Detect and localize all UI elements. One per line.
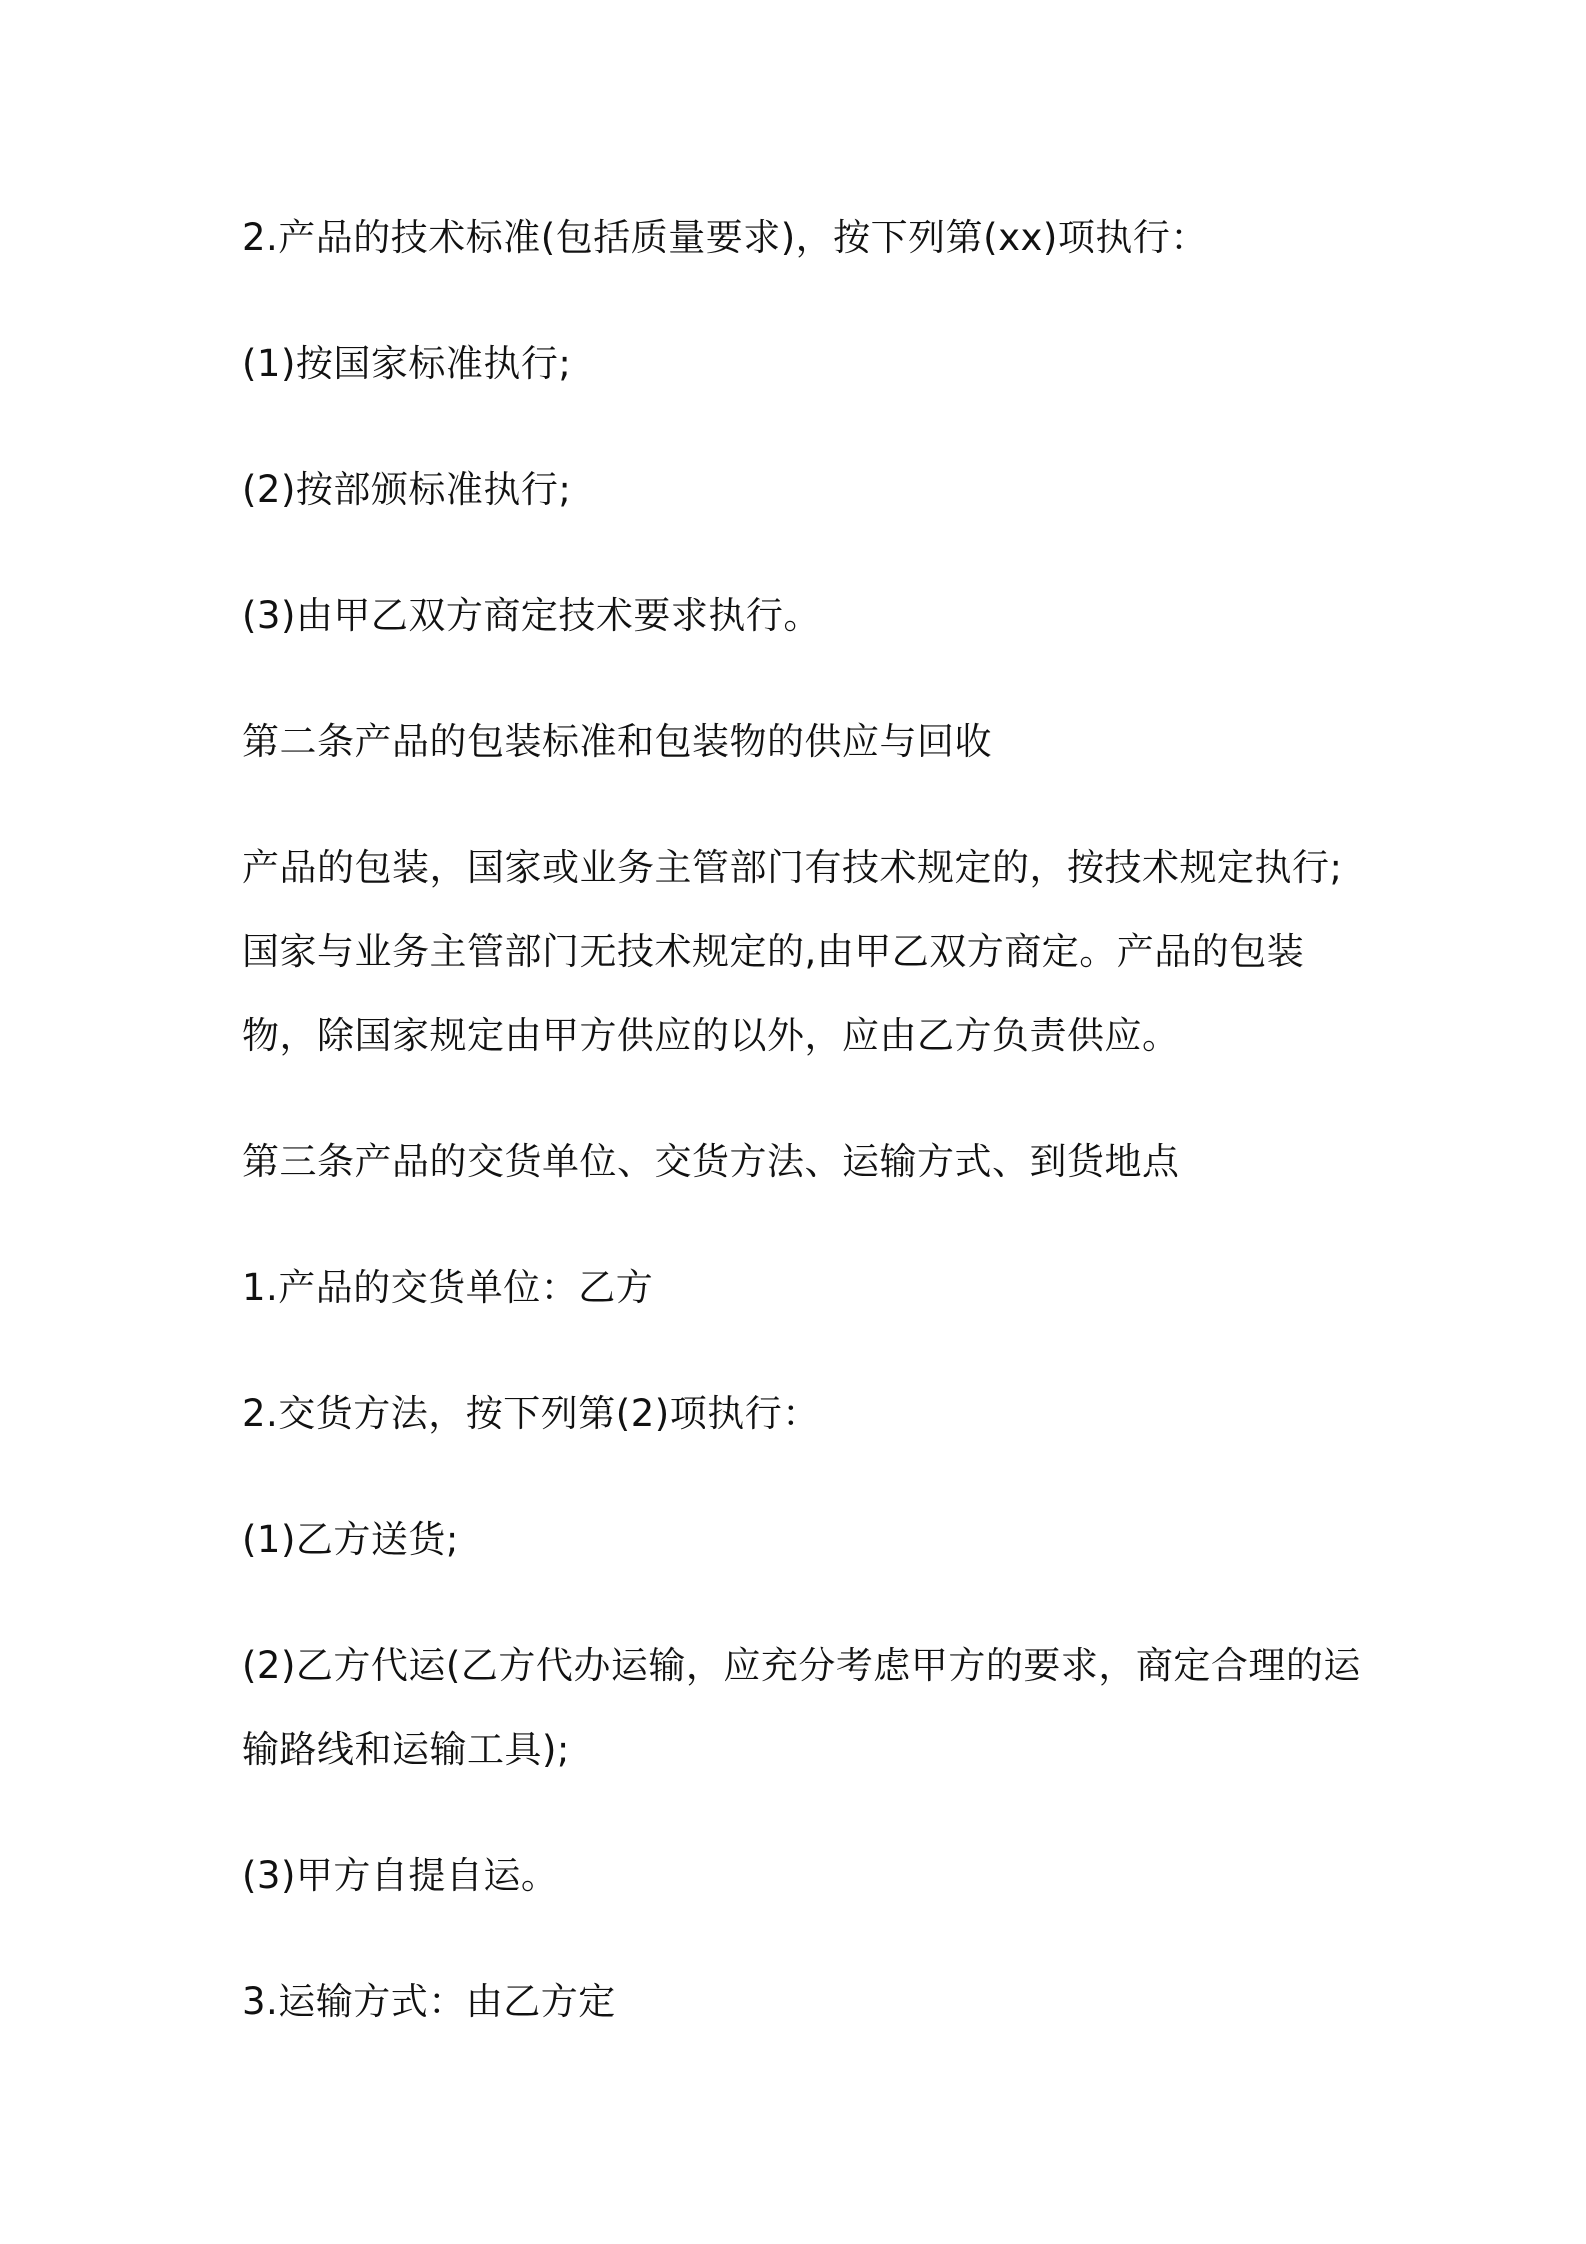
article-3-heading: 第三条产品的交货单位、交货方法、运输方式、到货地点 [242,1140,1180,1183]
article-2-body: 产品的包装，国家或业务主管部门有技术规定的，按技术规定执行;国家与业务主管部门无技术规定的,由甲乙双方商定。产品的包装物，除国家规定由甲方供应的以外，应由乙方负责供应。 [242,846,1343,1057]
option-3-mutual-agreement: (3)由甲乙双方商定技术要求执行。 [242,594,821,637]
clause-3-transport-mode: 3.运输方式：由乙方定 [242,1980,616,2023]
delivery-option-1: (1)乙方送货; [242,1518,459,1561]
delivery-option-3: (3)甲方自提自运。 [242,1854,559,1897]
clause-1-delivery-unit: 1.产品的交货单位：乙方 [242,1266,654,1309]
option-2-ministry-standard: (2)按部颁标准执行; [242,468,572,511]
clause-2-technical-standard: 2.产品的技术标准(包括质量要求)，按下列第(xx)项执行： [242,216,1208,259]
article-2-heading: 第二条产品的包装标准和包装物的供应与回收 [242,720,992,763]
delivery-option-2: (2)乙方代运(乙方代办运输，应充分考虑甲方的要求，商定合理的运输路线和运输工具); [242,1644,1361,1771]
option-1-national-standard: (1)按国家标准执行; [242,342,572,385]
document-body [242,196,1362,2086]
clause-2-delivery-method: 2.交货方法，按下列第(2)项执行： [242,1392,820,1435]
